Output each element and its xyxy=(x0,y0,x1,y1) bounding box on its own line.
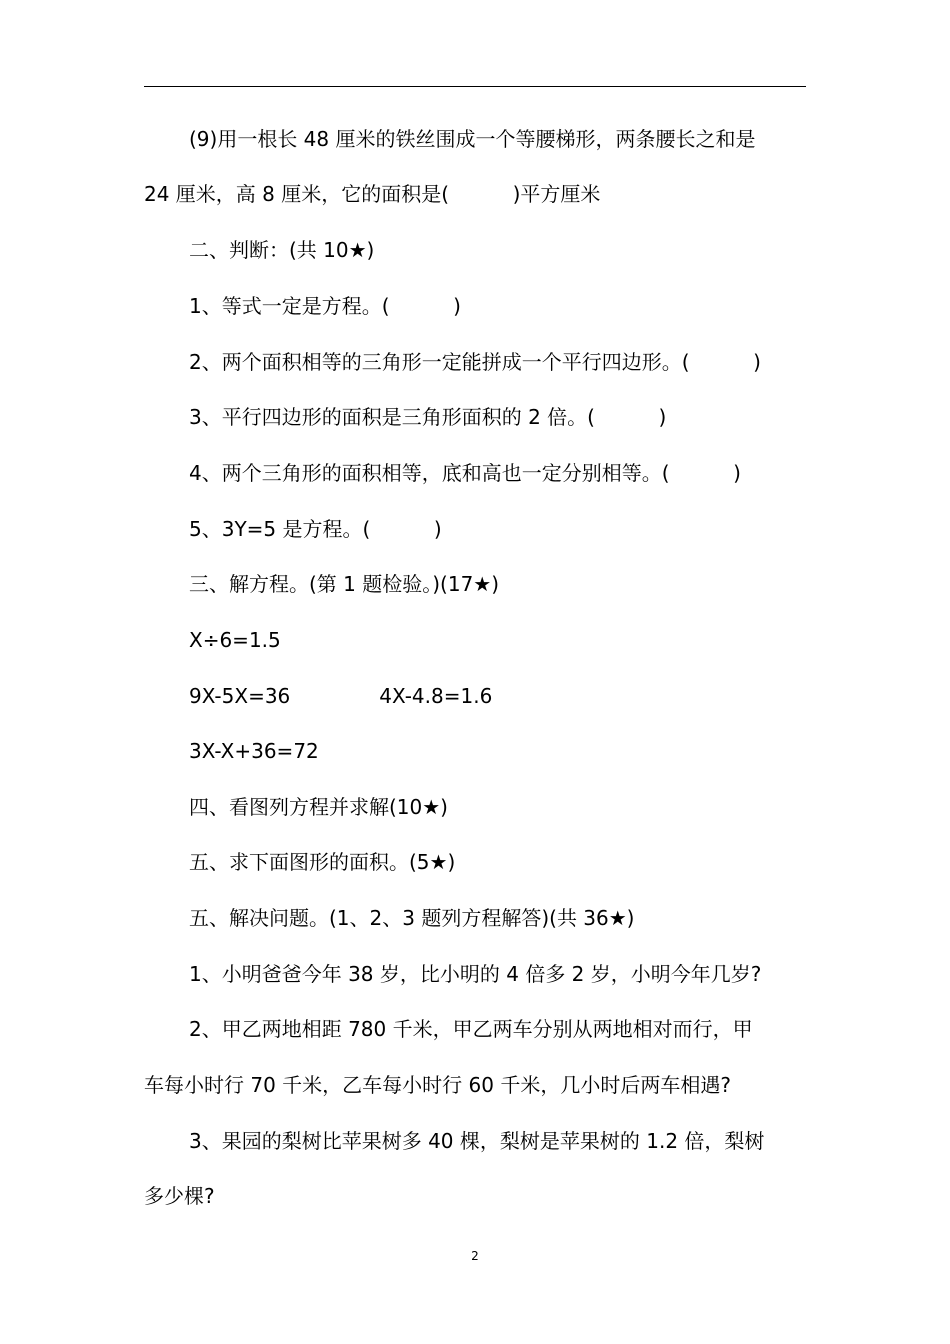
section-4-heading: 四、看图列方程并求解(10★) xyxy=(189,795,448,819)
page-number: 2 xyxy=(471,1249,479,1263)
judge-item-5: 5、3Y=5 是方程。( ) xyxy=(189,517,442,541)
problem-3-line-1: 3、果园的梨树比苹果树多 40 棵，梨树是苹果树的 1.2 倍，梨树 xyxy=(189,1129,765,1153)
problem-3-line-2: 多少棵? xyxy=(144,1184,215,1208)
judge-item-3: 3、平行四边形的面积是三角形面积的 2 倍。( ) xyxy=(189,405,667,429)
section-5-heading: 五、求下面图形的面积。(5★) xyxy=(189,850,456,874)
judge-item-4: 4、两个三角形的面积相等，底和高也一定分别相等。( ) xyxy=(189,461,741,485)
problem-1: 1、小明爸爸今年 38 岁，比小明的 4 倍多 2 岁，小明今年几岁? xyxy=(189,962,762,986)
header-rule xyxy=(144,86,806,87)
judge-item-2: 2、两个面积相等的三角形一定能拼成一个平行四边形。( ) xyxy=(189,350,761,374)
judge-item-1: 1、等式一定是方程。( ) xyxy=(189,294,461,318)
equation-3: 3X-X+36=72 xyxy=(189,739,319,763)
equation-1: X÷6=1.5 xyxy=(189,628,281,652)
section-2-heading: 二、判断：(共 10★) xyxy=(189,238,375,262)
question-9-line-2: 24 厘米，高 8 厘米，它的面积是( )平方厘米 xyxy=(144,182,601,206)
question-9-line-1: (9)用一根长 48 厘米的铁丝围成一个等腰梯形，两条腰长之和是 xyxy=(189,127,756,151)
problem-2-line-2: 车每小时行 70 千米，乙车每小时行 60 千米，几小时后两车相遇? xyxy=(144,1073,731,1097)
section-3-heading: 三、解方程。(第 1 题检验。)(17★) xyxy=(189,572,500,596)
problem-2-line-1: 2、甲乙两地相距 780 千米，甲乙两车分别从两地相对而行，甲 xyxy=(189,1017,753,1041)
section-5b-heading: 五、解决问题。(1、2、3 题列方程解答)(共 36★) xyxy=(189,906,635,930)
equation-2: 9X-5X=36 4X-4.8=1.6 xyxy=(189,684,493,708)
